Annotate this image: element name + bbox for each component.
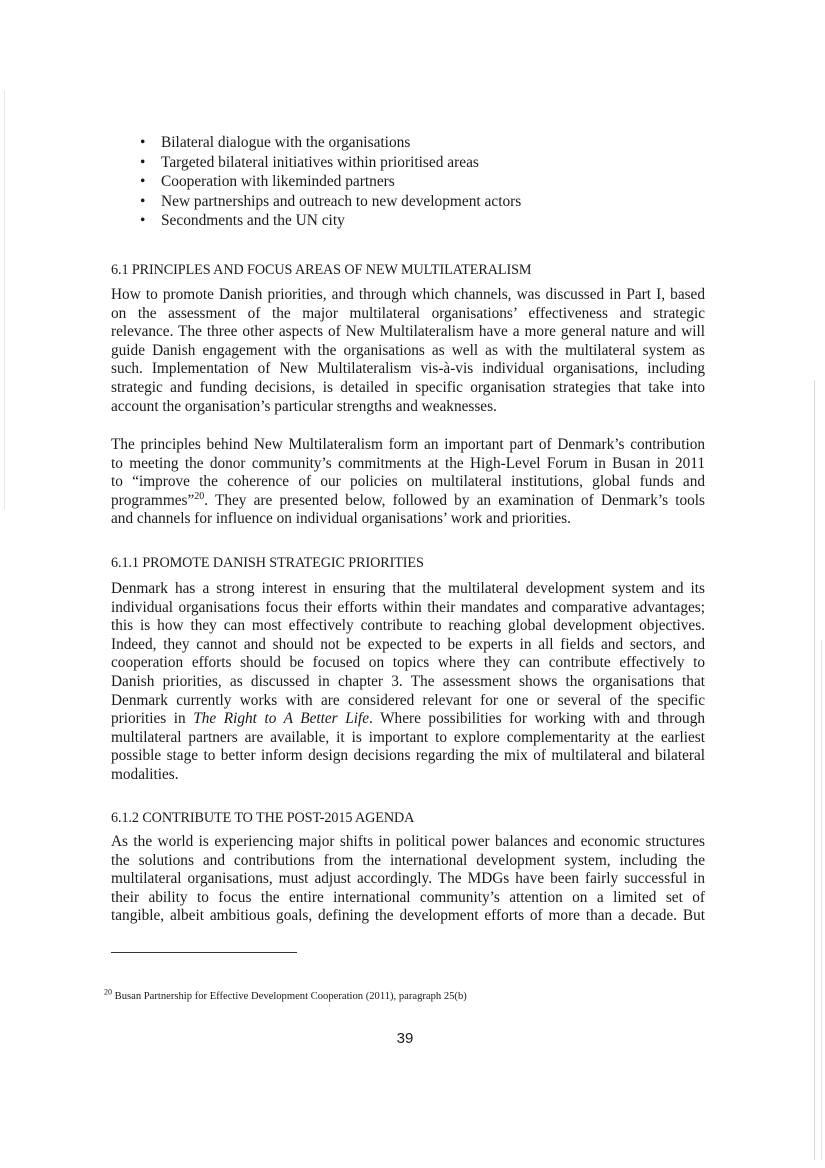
text-fragment: . Where possibilities for working with and through bbox=[369, 710, 705, 728]
section-heading-6-1-2: 6.1.2 CONTRIBUTE TO THE POST-2015 AGENDA bbox=[111, 810, 415, 826]
text-line: modalities. bbox=[111, 765, 179, 783]
text-line: to “improve the coherence of our policies on multilateral institutions, global funds and bbox=[111, 473, 705, 491]
list-item bbox=[140, 192, 521, 212]
bullet-list bbox=[140, 133, 521, 231]
text-line: their ability to focus the entire international community’s attention on a limited set of bbox=[111, 888, 705, 906]
list-item-text: Bilateral dialogue with the organisations bbox=[161, 134, 411, 151]
footnote bbox=[104, 987, 467, 1002]
section-heading-6-1-1: 6.1.1 PROMOTE DANISH STRATEGIC PRIORITIES bbox=[111, 555, 424, 571]
paragraph-6-1-principles bbox=[111, 436, 705, 529]
page-number: 39 bbox=[396, 1030, 414, 1047]
list-item bbox=[140, 153, 521, 173]
text-line: Danish priorities, as discussed in chapter 3. The assessment shows the organisations that bbox=[111, 672, 705, 690]
paragraph-6-1-2 bbox=[111, 833, 705, 926]
bullet-icon: • bbox=[140, 173, 146, 191]
text-line: the solutions and contributions from the international development system, including the bbox=[111, 851, 705, 869]
book-title: The Right to A Better Life bbox=[193, 710, 369, 728]
text-line: possible stage to better inform design decisions regarding the mix of multilateral and bilateral bbox=[111, 747, 705, 765]
list-item bbox=[140, 172, 521, 192]
footnote-divider bbox=[111, 952, 297, 953]
text-line: How to promote Danish priorities, and through which channels, was discussed in Part I, based bbox=[111, 286, 705, 303]
text-line: multilateral partners are available, it is important to explore complementarity at the earliest bbox=[111, 728, 705, 746]
text-line: individual organisations focus their efforts within their mandates and comparative advantages; bbox=[111, 598, 705, 616]
text-line: cooperation efforts should be focused on topics where they can contribute effectively to bbox=[111, 654, 705, 672]
text-fragment: priorities in bbox=[111, 710, 194, 728]
text-line: account the organisation’s particular strengths and weaknesses. bbox=[111, 397, 497, 415]
scan-edge bbox=[814, 380, 815, 1160]
bullet-icon: • bbox=[140, 134, 146, 151]
text-line: relevance. The three other aspects of New Multilateralism have a more general nature and will bbox=[111, 323, 705, 341]
text-line: such. Implementation of New Multilateralism vis-à-vis individual organisations, including bbox=[111, 360, 705, 378]
paragraph-6-1-1 bbox=[111, 580, 705, 785]
list-item bbox=[140, 211, 521, 231]
list-item-text: New partnerships and outreach to new development actors bbox=[161, 192, 522, 210]
scan-edge bbox=[4, 90, 5, 510]
section-heading-6-1: 6.1 PRINCIPLES AND FOCUS AREAS OF NEW MULTILATERALISM bbox=[111, 262, 532, 278]
text-line: Denmark currently works with are considered relevant for one or several of the specific bbox=[111, 691, 705, 709]
text-line: on the assessment of the major multilateral organisations’ effectiveness and strategic bbox=[111, 304, 705, 322]
bullet-icon: • bbox=[140, 212, 146, 230]
text-line: and channels for influence on individual organisations’ work and priorities. bbox=[111, 510, 571, 528]
text-line: The principles behind New Multilateralism form an important part of Denmark’s contribution bbox=[111, 436, 705, 453]
text-line: As the world is experiencing major shifts in political power balances and economic structures bbox=[111, 833, 705, 850]
text-line bbox=[111, 710, 705, 729]
list-item-text: Cooperation with likeminded partners bbox=[161, 173, 395, 191]
footnote-number: 20 bbox=[104, 987, 112, 997]
scan-edge bbox=[821, 640, 822, 1160]
bullet-icon: • bbox=[140, 192, 146, 210]
text-line: Denmark has a strong interest in ensuring that the multilateral development system and its bbox=[111, 580, 705, 597]
bullet-icon: • bbox=[140, 153, 146, 171]
text-line: this is how they can most effectively contribute to reaching global development objectives. bbox=[111, 617, 705, 635]
text-line: multilateral organisations, must adjust accordingly. The MDGs have been fairly successful in bbox=[111, 870, 705, 888]
text-fragment: . They are presented below, followed by an examination of Denmark’s tools bbox=[204, 491, 705, 509]
text-line: to meeting the donor community’s commitments at the High-Level Forum in Busan in 2011 bbox=[111, 454, 705, 472]
text-fragment: programmes” bbox=[111, 491, 195, 509]
text-line: strategic and funding decisions, is detailed in specific organisation strategies that take into bbox=[111, 378, 705, 396]
paragraph-6-1-intro bbox=[111, 286, 705, 416]
list-item-text: Targeted bilateral initiatives within prioritised areas bbox=[161, 153, 479, 171]
text-line: tangible, albeit ambitious goals, defining the development efforts of more than a decade. But bbox=[111, 907, 705, 925]
footnote-text: Busan Partnership for Effective Development Cooperation (2011), paragraph 25(b) bbox=[114, 991, 467, 1002]
list-item bbox=[140, 133, 521, 153]
text-line: Indeed, they cannot and should not be expected to be experts in all fields and sectors, and bbox=[111, 635, 705, 653]
footnote-reference[interactable]: 20 bbox=[194, 490, 205, 502]
list-item-text: Secondments and the UN city bbox=[161, 212, 345, 230]
text-line: guide Danish engagement with the organisations as well as with the multilateral system as bbox=[111, 341, 705, 359]
text-line bbox=[111, 492, 705, 511]
